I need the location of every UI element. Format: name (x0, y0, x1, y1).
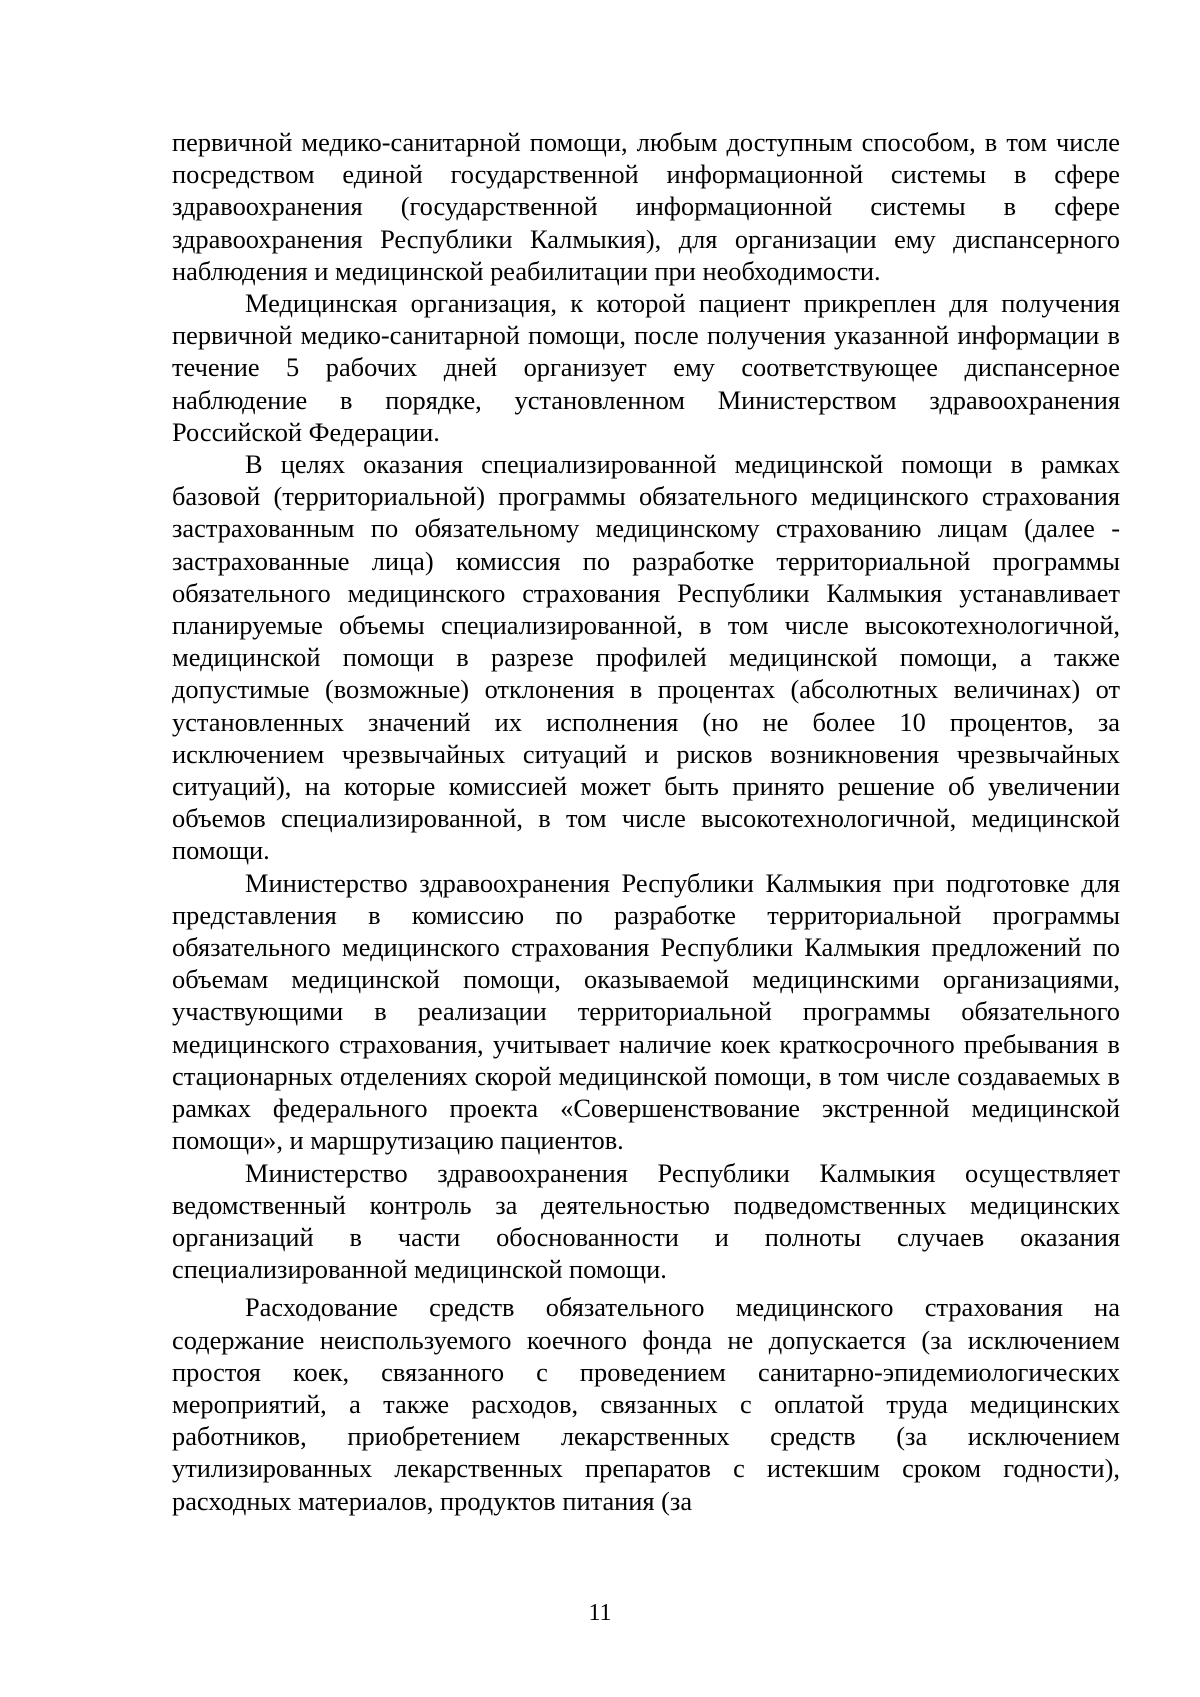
paragraph-ministry-proposals: Министерство здравоохранения Республики Калмыкия при подготовке для представления в комиссию по разработке территориальной программы обязательного медицинского страхования Республики Калмыкия предложений по объемам медицинской помощи, оказываемой медицинскими организациями, участвующими в реализации территориальной программы обязательного медицинского страхования, учитывает наличие коек краткосрочного пребывания в стационарных отделениях скорой медицинской помощи, в том числе создаваемых в рамках федерального проекта «Совершенствование экстренной медицинской помощи», и маршрутизацию пациентов. (172, 867, 1120, 1156)
paragraph-dispensary-observation: Медицинская организация, к которой пациент прикреплен для получения первичной медико-санитарной помощи, после получения указанной информации в течение 5 рабочих дней организует ему соответствующее диспансерное наблюдение в порядке, установленном Министерством здравоохранения Российской Федерации. (172, 288, 1120, 447)
page-number: 11 (588, 1600, 612, 1626)
document-body (172, 126, 1120, 1517)
paragraph-specialized-care-volumes: В целях оказания специализированной медицинской помощи в рамках базовой (территориальной) программы обязательного медицинского страхования застрахованным по обязательному медицинскому страхованию лицам (далее - застрахованные лица) комиссия по разработке территориальной программы обязательного медицинского страхования Республики Калмыкия устанавливает планируемые объемы специализированной, в том числе высокотехнологичной, медицинской помощи в разрезе профилей медицинской помощи, а также допустимые (возможные) отклонения в процентах (абсолютных величинах) от установленных значений их исполнения (но не более 10 процентов, за исключением чрезвычайных ситуаций и рисков возникновения чрезвычайных ситуаций), на которые комиссией может быть принято решение об увеличении объемов специализированной, в том числе высокотехнологичной, медицинской помощи. (172, 449, 1120, 866)
paragraph-continuation: первичной медико-санитарной помощи, любым доступным способом, в том числе посредством единой государственной информационной системы в сфере здравоохранения (государственной информационной системы в сфере здравоохранения Республики Калмыкия), для организации ему диспансерного наблюдения и медицинской реабилитации при необходимости. (172, 127, 1120, 286)
paragraph-ministry-control: Министерство здравоохранения Республики Калмыкия осуществляет ведомственный контроль за деятельностью подведомственных медицинских организаций в части обоснованности и полноты случаев оказания специализированной медицинской помощи. (172, 1157, 1120, 1285)
paragraph-bed-fund-expenses: Расходование средств обязательного медицинского страхования на содержание неиспользуемого коечного фонда не допускается (за исключением простоя коек, связанного с проведением санитарно-эпидемиологических мероприятий, а также расходов, связанных с оплатой труда медицинских работников, приобретением лекарственных средств (за исключением утилизированных лекарственных препаратов с истекшим сроком годности), расходных материалов, продуктов питания (за (172, 1292, 1120, 1516)
